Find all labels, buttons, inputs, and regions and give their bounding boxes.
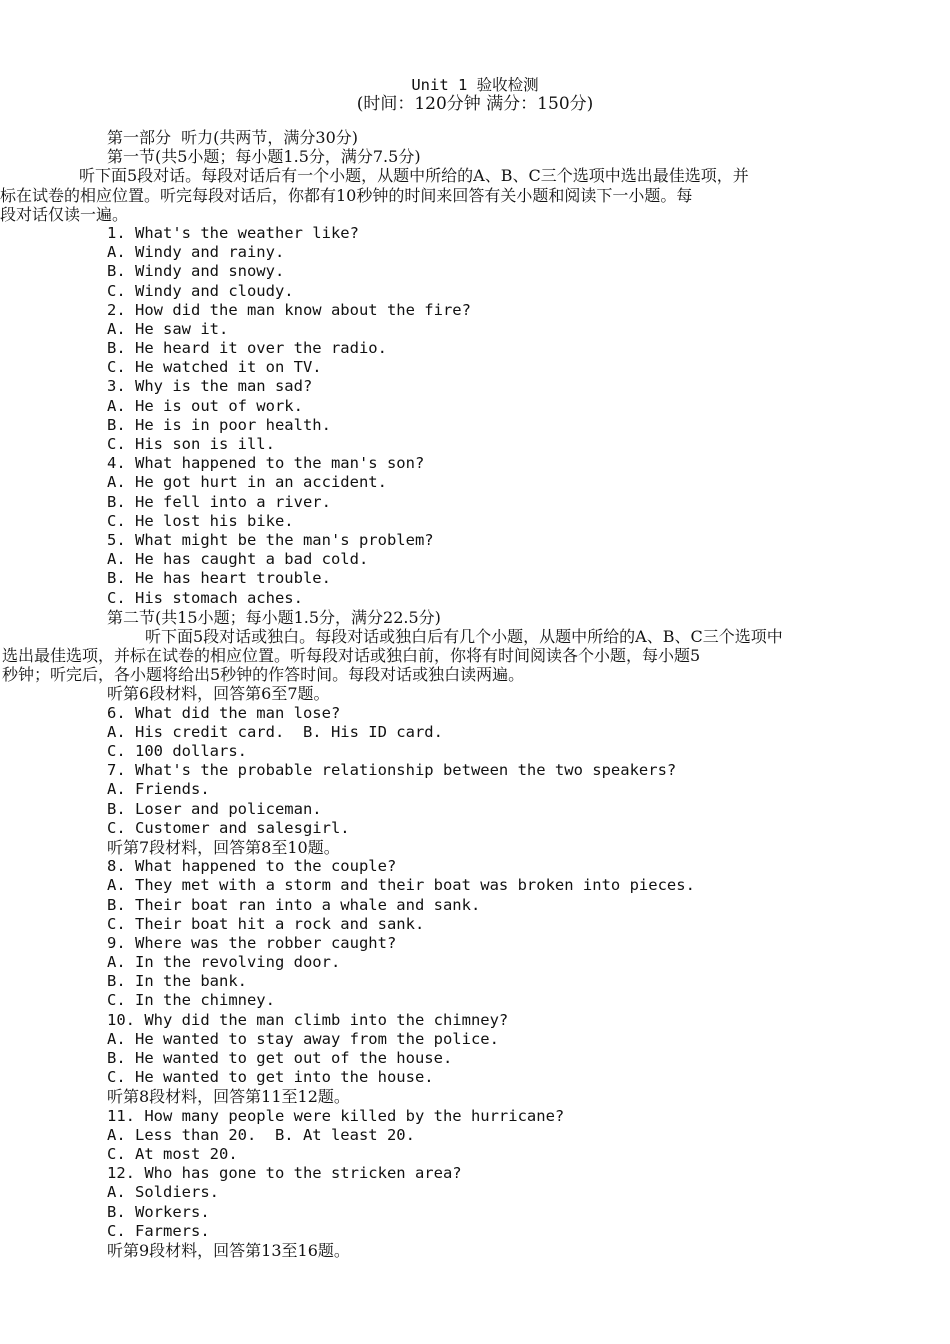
part-heading: 第一部分 听力(共两节，满分30分) [107, 128, 359, 147]
question-7: 7. What's the probable relationship between the two speakers? [107, 761, 677, 780]
option-9c: C. In the chimney. [107, 991, 275, 1010]
option-4c: C. He lost his bike. [107, 511, 294, 530]
option-7c: C. Customer and salesgirl. [107, 818, 350, 837]
question-11: 11. How many people were killed by the hurricane? [107, 1106, 565, 1125]
option-10b: B. He wanted to get out of the house. [107, 1049, 453, 1067]
option-8b: B. Their boat ran into a whale and sank. [107, 895, 481, 914]
question-6: 6. What did the man lose? [107, 703, 341, 722]
option-9b: B. In the bank. [107, 972, 247, 991]
option-1c: C. Windy and cloudy. [107, 281, 294, 300]
section1-instructions-line-1: 听下面5段对话。每段对话后有一个小题，从题中所给的A、B、C三个选项中选出最佳选项，并 [79, 166, 749, 186]
question-2: 2. How did the man know about the fire? [107, 300, 471, 319]
section2-heading: 第二节(共15小题；每小题1.5分，满分22.5分) [107, 607, 441, 627]
option-5b: B. He has heart trouble. [107, 569, 331, 588]
page-title: Unit 1 验收检测 [411, 76, 539, 94]
option-9a: A. In the revolving door. [107, 953, 341, 972]
question-4: 4. What happened to the man's son? [107, 454, 425, 473]
option-7b: B. Loser and policeman. [107, 799, 322, 818]
section2-instructions-line-2: 选出最佳选项，并标在试卷的相应位置。听每段对话或独白前，你将有时间阅读各个小题，每小题5 [2, 646, 701, 666]
option-5c: C. His stomach aches. [107, 588, 303, 607]
material-9-note: 听第9段材料，回答第13至16题。 [107, 1240, 350, 1260]
option-1a: A. Windy and rainy. [107, 243, 285, 262]
option-10a: A. He wanted to stay away from the police. [107, 1029, 499, 1048]
question-5: 5. What might be the man's problem? [107, 530, 434, 549]
question-10: 10. Why did the man climb into the chimney? [107, 1010, 509, 1029]
option-2c: C. He watched it on TV. [107, 358, 322, 377]
option-3a: A. He is out of work. [107, 396, 303, 415]
question-12: 12. Who has gone to the stricken area? [107, 1164, 462, 1183]
material-8-note: 听第8段材料，回答第11至12题。 [107, 1087, 350, 1107]
option-5a: A. He has caught a bad cold. [107, 550, 369, 569]
option-12c: C. Farmers. [107, 1221, 210, 1240]
question-9: 9. Where was the robber caught? [107, 933, 397, 952]
question-8: 8. What happened to the couple? [107, 857, 397, 876]
material-6-note: 听第6段材料，回答第6至7题。 [107, 684, 330, 704]
option-8c: C. Their boat hit a rock and sank. [107, 914, 425, 933]
option-11c: C. At most 20. [107, 1144, 238, 1163]
option-7a: A. Friends. [107, 780, 210, 799]
material-7-note: 听第7段材料，回答第8至10题。 [107, 837, 340, 857]
option-1b: B. Windy and snowy. [107, 262, 285, 281]
section2-instructions-line-1: 听下面5段对话或独白。每段对话或独白后有几个小题，从题中所给的A、B、C三个选项中 [145, 626, 783, 646]
option-4b: B. He fell into a river. [107, 492, 331, 511]
document-body [0, 128, 897, 1260]
option-6ab: A. His credit card. B. His ID card. [107, 722, 443, 741]
option-3c: C. His son is ill. [107, 435, 275, 453]
option-8a: A. They met with a storm and their boat was broken into pieces. [107, 876, 695, 895]
section1-instructions-line-3: 段对话仅读一遍。 [0, 204, 129, 224]
option-6c: C. 100 dollars. [107, 742, 247, 760]
option-12a: A. Soldiers. [107, 1183, 219, 1202]
question-3: 3. Why is the man sad? [107, 377, 313, 396]
option-3b: B. He is in poor health. [107, 415, 331, 434]
option-2b: B. He heard it over the radio. [107, 339, 387, 358]
option-4a: A. He got hurt in an accident. [107, 473, 387, 492]
question-1: 1. What's the weather like? [107, 223, 359, 242]
option-10c: C. He wanted to get into the house. [107, 1068, 434, 1087]
page-subtitle: (时间：120分钟 满分：150分) [356, 94, 594, 114]
section1-heading: 第一节(共5小题；每小题1.5分，满分7.5分) [107, 147, 421, 167]
section1-instructions-line-2: 标在试卷的相应位置。听完每段对话后，你都有10秒钟的时间来回答有关小题和阅读下一小题。每 [0, 185, 693, 205]
option-12b: B. Workers. [107, 1202, 210, 1221]
section2-instructions-line-3: 秒钟；听完后，各小题将给出5秒钟的作答时间。每段对话或独白读两遍。 [2, 665, 525, 685]
option-2a: A. He saw it. [107, 319, 229, 338]
option-11ab: A. Less than 20. B. At least 20. [107, 1125, 415, 1144]
